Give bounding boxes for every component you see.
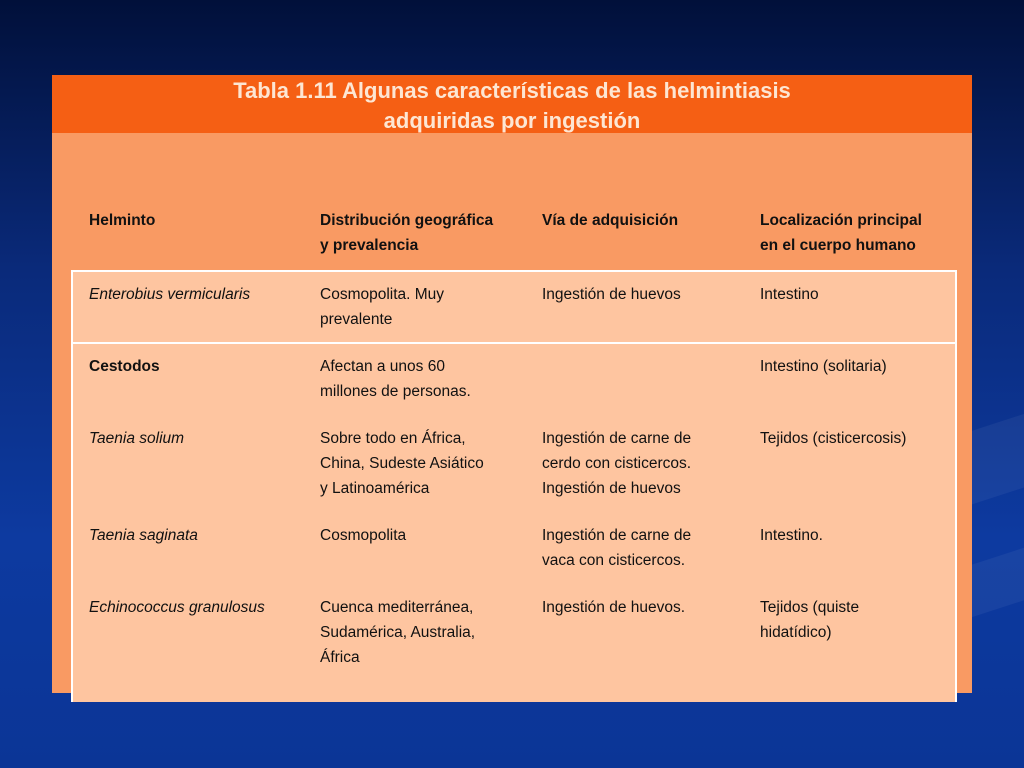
cell-taenia-solium-via (542, 426, 691, 501)
cell-taenia-saginata-helminto: Taenia saginata (89, 527, 198, 544)
table-body (71, 270, 957, 702)
cell-enterobius-via: Ingestión de huevos (542, 286, 681, 303)
cell-taenia-saginata-distribucion: Cosmopolita (320, 527, 407, 544)
cell-echinococcus-helminto: Echinococcus granulosus (89, 599, 265, 616)
table-title-line1: Tabla 1.11 Algunas características de las helmintiasis (233, 78, 791, 103)
cell-cestodos-localizacion: Intestino (solitaria) (760, 358, 887, 375)
cell-text: Tejidos (quiste (760, 599, 860, 616)
header-via-text: Vía de adquisición (542, 212, 679, 229)
cell-taenia-saginata-via (542, 523, 691, 573)
cell-text: Sudamérica, Australia, (320, 624, 476, 641)
cell-echinococcus-distribucion (320, 595, 475, 670)
cell-text: vaca con cisticercos. (542, 552, 685, 569)
cell-text: prevalente (320, 311, 393, 328)
cell-echinococcus-via: Ingestión de huevos. (542, 599, 686, 616)
header-localizacion-line1: Localización principal (760, 212, 922, 229)
cell-taenia-solium-helminto: Taenia solium (89, 430, 185, 447)
cell-text: Ingestión de huevos (542, 480, 681, 497)
cell-enterobius-localizacion: Intestino (760, 286, 819, 303)
row-divider (73, 342, 955, 344)
cell-taenia-solium-localizacion: Tejidos (cisticercosis) (760, 430, 907, 447)
cell-text: cerdo con cisticercos. (542, 455, 692, 472)
cell-echinococcus-localizacion (760, 595, 859, 645)
cell-text: Cosmopolita. Muy (320, 286, 445, 303)
cell-cestodos-distribucion (320, 354, 471, 404)
header-helminto-text: Helminto (89, 212, 156, 229)
cell-text: y Latinoamérica (320, 480, 430, 497)
header-distribucion-line2: y prevalencia (320, 237, 419, 254)
header-via (542, 208, 678, 233)
header-distribucion-line1: Distribución geográfica (320, 212, 494, 229)
cell-enterobius-helminto: Enterobius vermicularis (89, 286, 251, 303)
header-distribucion (320, 208, 493, 258)
cell-enterobius-distribucion (320, 282, 444, 332)
cell-cestodos-helminto: Cestodos (89, 358, 160, 375)
header-localizacion-line2: en el cuerpo humano (760, 237, 916, 254)
helminth-table (52, 75, 972, 693)
table-title-line2: adquiridas por ingestión (383, 108, 641, 133)
cell-taenia-saginata-localizacion: Intestino. (760, 527, 823, 544)
header-helminto (89, 208, 155, 233)
cell-text: millones de personas. (320, 383, 471, 400)
cell-text: Ingestión de carne de (542, 430, 692, 447)
header-localizacion (760, 208, 922, 258)
cell-text: Afectan a unos 60 (320, 358, 445, 375)
cell-text: Sobre todo en África, (320, 430, 466, 447)
cell-taenia-solium-distribucion (320, 426, 484, 501)
cell-text: Cuenca mediterránea, (320, 599, 474, 616)
cell-text: África (320, 649, 360, 666)
cell-text: hidatídico) (760, 624, 832, 641)
cell-text: China, Sudeste Asiático (320, 455, 484, 472)
cell-text: Ingestión de carne de (542, 527, 692, 544)
table-title (52, 75, 972, 133)
